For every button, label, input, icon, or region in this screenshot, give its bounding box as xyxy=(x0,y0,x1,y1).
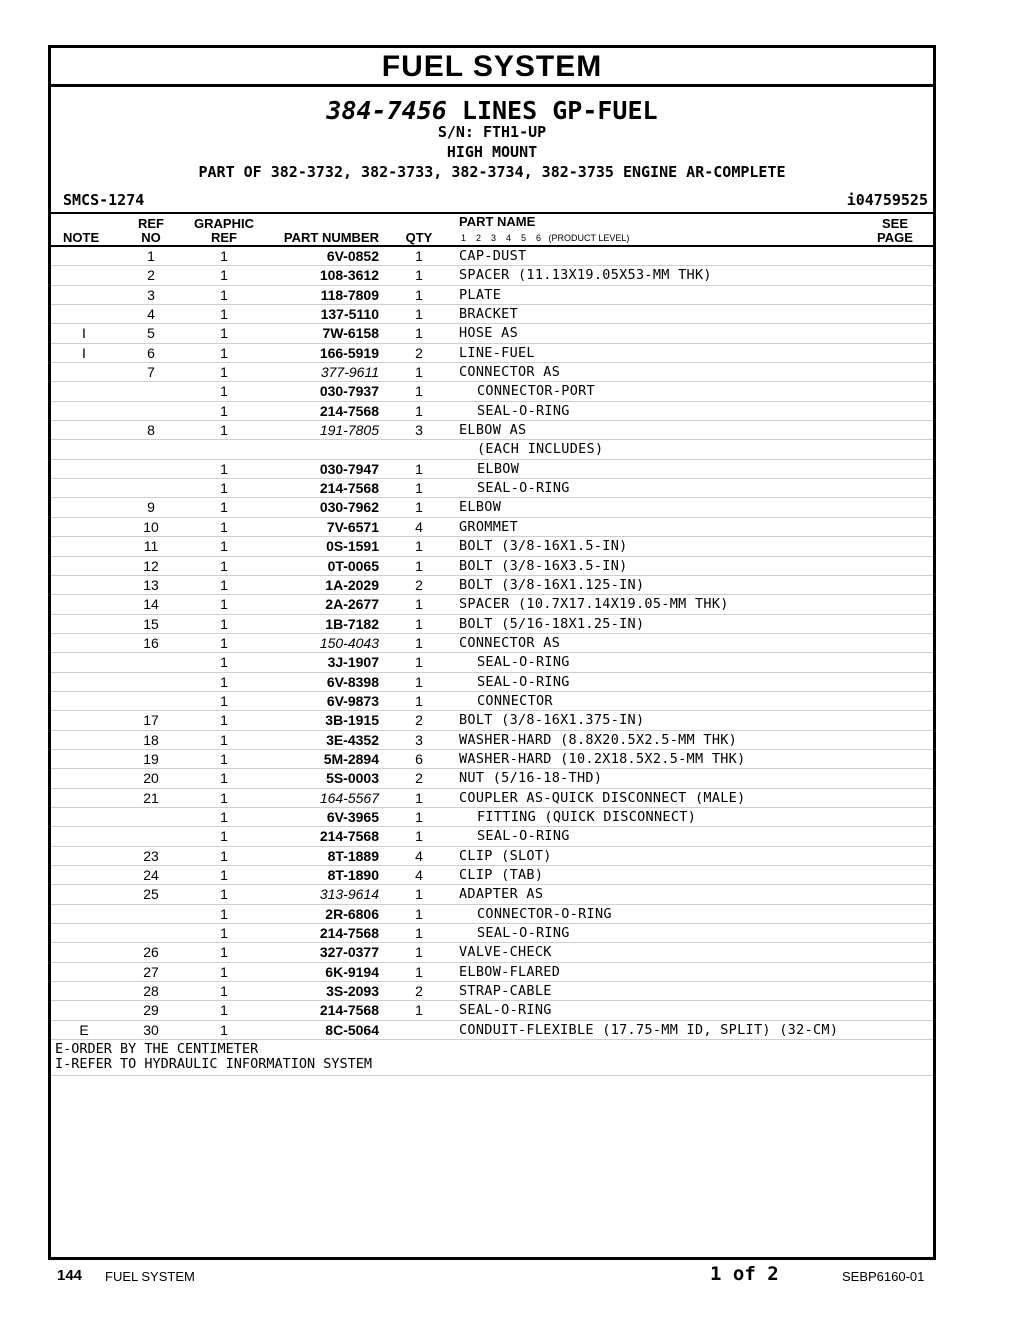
col-graphic-bottom: REF xyxy=(211,230,237,245)
graphic-ref-cell: 1 xyxy=(220,673,228,690)
table-row xyxy=(51,827,933,846)
footer-section: FUEL SYSTEM xyxy=(105,1269,195,1284)
table-row xyxy=(51,731,933,750)
part-name-cell: CONNECTOR AS xyxy=(459,364,561,381)
note-cell: E xyxy=(79,1021,89,1038)
part-number-cell: 191-7805 xyxy=(319,422,379,439)
ref-no-cell: 15 xyxy=(143,615,159,632)
table-row xyxy=(51,711,933,730)
qty-cell: 4 xyxy=(415,847,423,864)
ref-no-cell: 21 xyxy=(143,789,159,806)
graphic-ref-cell: 1 xyxy=(220,770,228,787)
part-name-cell: ELBOW xyxy=(477,460,520,477)
col-ref-top: REF xyxy=(138,216,164,231)
part-number-cell: 313-9614 xyxy=(319,886,379,903)
part-number-cell: 3S-2093 xyxy=(326,983,379,1000)
qty-cell: 6 xyxy=(415,750,423,767)
table-row xyxy=(51,866,933,885)
document-id: SEBP6160-01 xyxy=(842,1269,925,1284)
qty-cell: 1 xyxy=(415,267,423,284)
ref-no-cell: 9 xyxy=(147,499,155,516)
table-row xyxy=(51,1001,933,1020)
table-row xyxy=(51,653,933,672)
qty-cell: 1 xyxy=(415,499,423,516)
table-row xyxy=(51,789,933,808)
graphic-ref-cell: 1 xyxy=(220,847,228,864)
page-of: 1 of 2 xyxy=(710,1263,779,1285)
qty-cell: 2 xyxy=(415,983,423,1000)
table-row xyxy=(51,382,933,401)
part-name-cell: SEAL-O-RING xyxy=(477,828,570,845)
qty-cell: 1 xyxy=(415,925,423,942)
graphic-ref-cell: 1 xyxy=(220,383,228,400)
qty-cell: 1 xyxy=(415,886,423,903)
part-name-cell: ELBOW AS xyxy=(459,422,527,439)
part-number-cell: 166-5919 xyxy=(319,344,379,361)
table-row xyxy=(51,924,933,943)
part-number-cell: 2R-6806 xyxy=(325,905,379,922)
graphic-ref-cell: 1 xyxy=(220,596,228,613)
part-name-cell: CAP-DUST xyxy=(459,248,527,264)
part-number-cell: 2A-2677 xyxy=(325,596,379,613)
qty-cell: 2 xyxy=(415,770,423,787)
ref-no-cell: 14 xyxy=(143,596,159,613)
qty-cell: 4 xyxy=(415,518,423,535)
part-name-cell: (EACH INCLUDES) xyxy=(477,441,604,458)
table-row xyxy=(51,537,933,556)
table-row xyxy=(51,750,933,769)
note-i: I-REFER TO HYDRAULIC INFORMATION SYSTEM xyxy=(55,1056,372,1073)
ref-no-cell: 3 xyxy=(147,286,155,303)
table-row xyxy=(51,982,933,1001)
ref-no-cell: 13 xyxy=(143,576,159,593)
col-graphic-top: GRAPHIC xyxy=(194,216,254,231)
part-name-cell: LINE-FUEL xyxy=(459,344,535,361)
table-row xyxy=(51,692,933,711)
table-row xyxy=(51,286,933,305)
serial-range: S/N: FTH1-UP xyxy=(437,123,547,141)
table-row xyxy=(51,885,933,904)
ref-no-cell: 20 xyxy=(143,770,159,787)
qty-cell: 1 xyxy=(415,692,423,709)
ref-no-cell: 8 xyxy=(147,422,155,439)
part-name-cell: WASHER-HARD (10.2X18.5X2.5-MM THK) xyxy=(459,750,746,767)
graphic-ref-cell: 1 xyxy=(220,712,228,729)
part-number-cell: 327-0377 xyxy=(319,944,379,961)
graphic-ref-cell: 1 xyxy=(220,344,228,361)
part-number-cell: 164-5567 xyxy=(319,789,379,806)
notes-block xyxy=(51,1040,933,1076)
graphic-ref-cell: 1 xyxy=(220,925,228,942)
part-number-cell: 214-7568 xyxy=(319,480,379,497)
part-name-cell: SPACER (11.13X19.05X53-MM THK) xyxy=(459,267,712,284)
qty-cell: 2 xyxy=(415,712,423,729)
qty-cell: 3 xyxy=(415,422,423,439)
qty-cell: 1 xyxy=(415,654,423,671)
group-title xyxy=(51,96,933,125)
part-number-cell: 6K-9194 xyxy=(325,963,379,980)
part-number-cell: 3E-4352 xyxy=(326,731,379,748)
ref-no-cell: 4 xyxy=(147,306,155,323)
qty-cell: 1 xyxy=(415,480,423,497)
part-number-cell: 8T-1890 xyxy=(327,867,379,883)
table-row xyxy=(51,518,933,537)
page-footer xyxy=(0,1263,1020,1293)
ref-no-cell: 24 xyxy=(143,867,159,883)
qty-cell: 1 xyxy=(415,306,423,323)
part-number-cell: 118-7809 xyxy=(320,286,379,303)
part-number-cell: 6V-3965 xyxy=(326,808,379,825)
ref-no-cell: 1 xyxy=(147,248,155,264)
part-number-cell: 5S-0003 xyxy=(326,770,379,787)
part-name-cell: STRAP-CABLE xyxy=(459,983,552,1000)
table-row xyxy=(51,769,933,788)
part-number-cell: 214-7568 xyxy=(319,1002,379,1019)
part-name-cell: SEAL-O-RING xyxy=(477,925,570,942)
col-note: NOTE xyxy=(63,230,100,245)
qty-cell: 1 xyxy=(415,286,423,303)
table-row xyxy=(51,266,933,285)
ref-no-cell: 18 xyxy=(143,731,159,748)
table-row xyxy=(51,363,933,382)
qty-cell: 1 xyxy=(415,538,423,555)
ref-no-cell: 7 xyxy=(147,364,155,381)
table-row xyxy=(51,324,933,343)
part-of-line: PART OF 382-3732, 382-3733, 382-3734, 382-3735 ENGINE AR-COMPLETE xyxy=(198,163,786,181)
part-number-cell: 030-7947 xyxy=(319,460,379,477)
illustration-id: i04759525 xyxy=(846,191,928,209)
qty-cell: 1 xyxy=(415,557,423,574)
graphic-ref-cell: 1 xyxy=(220,248,228,264)
part-number-cell: 6V-8398 xyxy=(326,673,379,690)
graphic-ref-cell: 1 xyxy=(220,963,228,980)
ref-no-cell: 11 xyxy=(143,538,159,555)
part-name-cell: BOLT (3/8-16X1.5-IN) xyxy=(459,538,628,555)
part-name-cell: VALVE-CHECK xyxy=(459,944,552,961)
ref-no-cell: 30 xyxy=(143,1021,159,1038)
part-number-cell: 1A-2029 xyxy=(325,576,379,593)
part-name-cell: BOLT (3/8-16X1.375-IN) xyxy=(459,712,645,729)
mount-type: HIGH MOUNT xyxy=(446,143,538,161)
graphic-ref-cell: 1 xyxy=(220,422,228,439)
table-row xyxy=(51,634,933,653)
graphic-ref-cell: 1 xyxy=(220,615,228,632)
part-number-cell: 0S-1591 xyxy=(326,538,379,555)
graphic-ref-cell: 1 xyxy=(220,576,228,593)
part-name-cell: CLIP (TAB) xyxy=(459,867,544,883)
part-name-cell: WASHER-HARD (8.8X20.5X2.5-MM THK) xyxy=(459,731,738,748)
qty-cell: 1 xyxy=(415,460,423,477)
table-row xyxy=(51,943,933,962)
qty-cell: 1 xyxy=(415,1002,423,1019)
table-row xyxy=(51,421,933,440)
part-name-cell: ELBOW-FLARED xyxy=(459,963,561,980)
qty-cell: 3 xyxy=(415,731,423,748)
page-number: 144 xyxy=(57,1267,83,1284)
part-number-cell: 7V-6571 xyxy=(326,518,379,535)
part-name-cell: CONNECTOR xyxy=(477,692,553,709)
part-name-cell: HOSE AS xyxy=(459,325,518,342)
col-part-number: PART NUMBER xyxy=(283,230,379,245)
part-number-cell: 7W-6158 xyxy=(322,325,379,342)
note-e: E-ORDER BY THE CENTIMETER xyxy=(55,1041,259,1058)
graphic-ref-cell: 1 xyxy=(220,944,228,961)
part-name-cell: NUT (5/16-18-THD) xyxy=(459,770,603,787)
table-row xyxy=(51,905,933,924)
ref-no-cell: 5 xyxy=(147,325,155,342)
part-name-cell: CONNECTOR AS xyxy=(459,634,561,651)
qty-cell: 1 xyxy=(415,963,423,980)
part-number-cell: 214-7568 xyxy=(319,925,379,942)
qty-cell: 1 xyxy=(415,596,423,613)
part-number-cell: 5M-2894 xyxy=(323,750,379,767)
table-row xyxy=(51,847,933,866)
ref-no-cell: 12 xyxy=(143,557,159,574)
part-number-cell: 1B-7182 xyxy=(325,615,379,632)
part-name-cell: SEAL-O-RING xyxy=(477,673,570,690)
qty-cell: 1 xyxy=(415,828,423,845)
part-number-cell: 137-5110 xyxy=(320,306,379,323)
table-row xyxy=(51,479,933,498)
table-row xyxy=(51,615,933,634)
table-row xyxy=(51,963,933,982)
col-product-levels: 1 2 3 4 5 6 (PRODUCT LEVEL) xyxy=(461,233,630,243)
graphic-ref-cell: 1 xyxy=(220,286,228,303)
table-row xyxy=(51,344,933,363)
group-name: LINES GP-FUEL xyxy=(461,96,658,125)
qty-cell: 2 xyxy=(415,576,423,593)
ref-no-cell: 23 xyxy=(143,847,159,864)
part-name-cell: CONDUIT-FLEXIBLE (17.75-MM ID, SPLIT) (32-CM) xyxy=(459,1021,839,1038)
part-number-cell: 214-7568 xyxy=(319,828,379,845)
part-number-cell: 150-4043 xyxy=(319,634,379,651)
table-row xyxy=(51,576,933,595)
qty-cell: 1 xyxy=(415,944,423,961)
table-row xyxy=(51,440,933,459)
col-part-name: PART NAME xyxy=(459,214,536,229)
part-number-cell: 6V-0852 xyxy=(326,248,379,264)
graphic-ref-cell: 1 xyxy=(220,789,228,806)
part-name-cell: SEAL-O-RING xyxy=(477,654,570,671)
graphic-ref-cell: 1 xyxy=(220,905,228,922)
part-number-cell: 377-9611 xyxy=(320,364,379,381)
graphic-ref-cell: 1 xyxy=(220,480,228,497)
parts-list xyxy=(51,247,933,1040)
graphic-ref-cell: 1 xyxy=(220,518,228,535)
part-name-cell: SEAL-O-RING xyxy=(477,402,570,419)
part-name-cell: SPACER (10.7X17.14X19.05-MM THK) xyxy=(459,596,729,613)
graphic-ref-cell: 1 xyxy=(220,306,228,323)
graphic-ref-cell: 1 xyxy=(220,983,228,1000)
ref-no-cell: 16 xyxy=(143,634,159,651)
part-name-cell: BOLT (5/16-18X1.25-IN) xyxy=(459,615,645,632)
part-name-cell: ADAPTER AS xyxy=(459,886,544,903)
part-name-cell: PLATE xyxy=(459,286,502,303)
part-name-cell: ELBOW xyxy=(459,499,502,516)
qty-cell: 1 xyxy=(415,905,423,922)
part-name-cell: GROMMET xyxy=(459,518,518,535)
qty-cell: 1 xyxy=(415,789,423,806)
qty-cell: 1 xyxy=(415,402,423,419)
part-number-cell: 108-3612 xyxy=(319,267,379,284)
qty-cell: 2 xyxy=(415,344,423,361)
table-row xyxy=(51,808,933,827)
part-name-cell: CLIP (SLOT) xyxy=(459,847,552,864)
part-number-cell: 0T-0065 xyxy=(327,557,379,574)
qty-cell: 4 xyxy=(415,867,423,883)
ref-no-cell: 19 xyxy=(143,750,159,767)
graphic-ref-cell: 1 xyxy=(220,557,228,574)
qty-cell: 1 xyxy=(415,615,423,632)
note-cell: I xyxy=(82,344,86,361)
qty-cell: 1 xyxy=(415,248,423,264)
graphic-ref-cell: 1 xyxy=(220,1002,228,1019)
col-qty: QTY xyxy=(405,230,433,245)
graphic-ref-cell: 1 xyxy=(220,654,228,671)
part-number-cell: 3B-1915 xyxy=(325,712,379,729)
graphic-ref-cell: 1 xyxy=(220,1021,228,1038)
part-number-cell: 030-7937 xyxy=(319,383,379,400)
part-name-cell: BOLT (3/8-16X3.5-IN) xyxy=(459,557,628,574)
graphic-ref-cell: 1 xyxy=(220,267,228,284)
qty-cell: 1 xyxy=(415,673,423,690)
col-ref-bottom: NO xyxy=(141,230,161,245)
qty-cell: 1 xyxy=(415,383,423,400)
column-header xyxy=(51,214,933,247)
ref-no-cell: 10 xyxy=(143,518,159,535)
graphic-ref-cell: 1 xyxy=(220,750,228,767)
ref-no-cell: 28 xyxy=(143,983,159,1000)
table-row xyxy=(51,673,933,692)
qty-cell: 1 xyxy=(415,325,423,342)
part-name-cell: COUPLER AS-QUICK DISCONNECT (MALE) xyxy=(459,789,746,806)
table-row xyxy=(51,460,933,479)
table-row xyxy=(51,595,933,614)
graphic-ref-cell: 1 xyxy=(220,731,228,748)
part-number-cell: 8C-5064 xyxy=(325,1021,379,1038)
table-row xyxy=(51,557,933,576)
part-number-cell: 6V-9873 xyxy=(326,692,379,709)
graphic-ref-cell: 1 xyxy=(220,402,228,419)
section-title: FUEL SYSTEM xyxy=(51,48,933,87)
ref-no-cell: 26 xyxy=(143,944,159,961)
part-name-cell: BOLT (3/8-16X1.125-IN) xyxy=(459,576,645,593)
graphic-ref-cell: 1 xyxy=(220,538,228,555)
graphic-ref-cell: 1 xyxy=(220,808,228,825)
group-number: 384-7456 xyxy=(326,96,447,125)
graphic-ref-cell: 1 xyxy=(220,692,228,709)
part-number-cell: 8T-1889 xyxy=(327,847,379,864)
part-name-cell: SEAL-O-RING xyxy=(459,1002,552,1019)
table-row xyxy=(51,1021,933,1040)
table-row xyxy=(51,305,933,324)
part-name-cell: FITTING (QUICK DISCONNECT) xyxy=(477,808,697,825)
qty-cell: 1 xyxy=(415,364,423,381)
graphic-ref-cell: 1 xyxy=(220,364,228,381)
col-see-bottom: PAGE xyxy=(877,230,913,245)
ref-no-cell: 17 xyxy=(143,712,159,729)
part-number-cell: 214-7568 xyxy=(319,402,379,419)
part-name-cell: CONNECTOR-PORT xyxy=(477,383,595,400)
graphic-ref-cell: 1 xyxy=(220,325,228,342)
group-header xyxy=(51,87,933,214)
qty-cell: 1 xyxy=(415,634,423,651)
ref-no-cell: 6 xyxy=(147,344,155,361)
graphic-ref-cell: 1 xyxy=(220,867,228,883)
ref-no-cell: 29 xyxy=(143,1002,159,1019)
ref-no-cell: 25 xyxy=(143,886,159,903)
table-row xyxy=(51,247,933,266)
parts-page-frame xyxy=(48,45,936,1260)
part-name-cell: BRACKET xyxy=(459,306,518,323)
graphic-ref-cell: 1 xyxy=(220,828,228,845)
smcs-code: SMCS-1274 xyxy=(63,191,145,209)
graphic-ref-cell: 1 xyxy=(220,499,228,516)
part-name-cell: SEAL-O-RING xyxy=(477,480,570,497)
table-row xyxy=(51,402,933,421)
col-see-top: SEE xyxy=(881,216,908,231)
ref-no-cell: 27 xyxy=(143,963,159,980)
table-row xyxy=(51,498,933,517)
graphic-ref-cell: 1 xyxy=(220,460,228,477)
part-number-cell: 3J-1907 xyxy=(327,654,379,671)
graphic-ref-cell: 1 xyxy=(220,634,228,651)
ref-no-cell: 2 xyxy=(147,267,155,284)
part-number-cell: 030-7962 xyxy=(319,499,379,516)
graphic-ref-cell: 1 xyxy=(220,886,228,903)
note-cell: I xyxy=(82,325,86,342)
part-name-cell: CONNECTOR-O-RING xyxy=(477,905,612,922)
qty-cell: 1 xyxy=(415,808,423,825)
